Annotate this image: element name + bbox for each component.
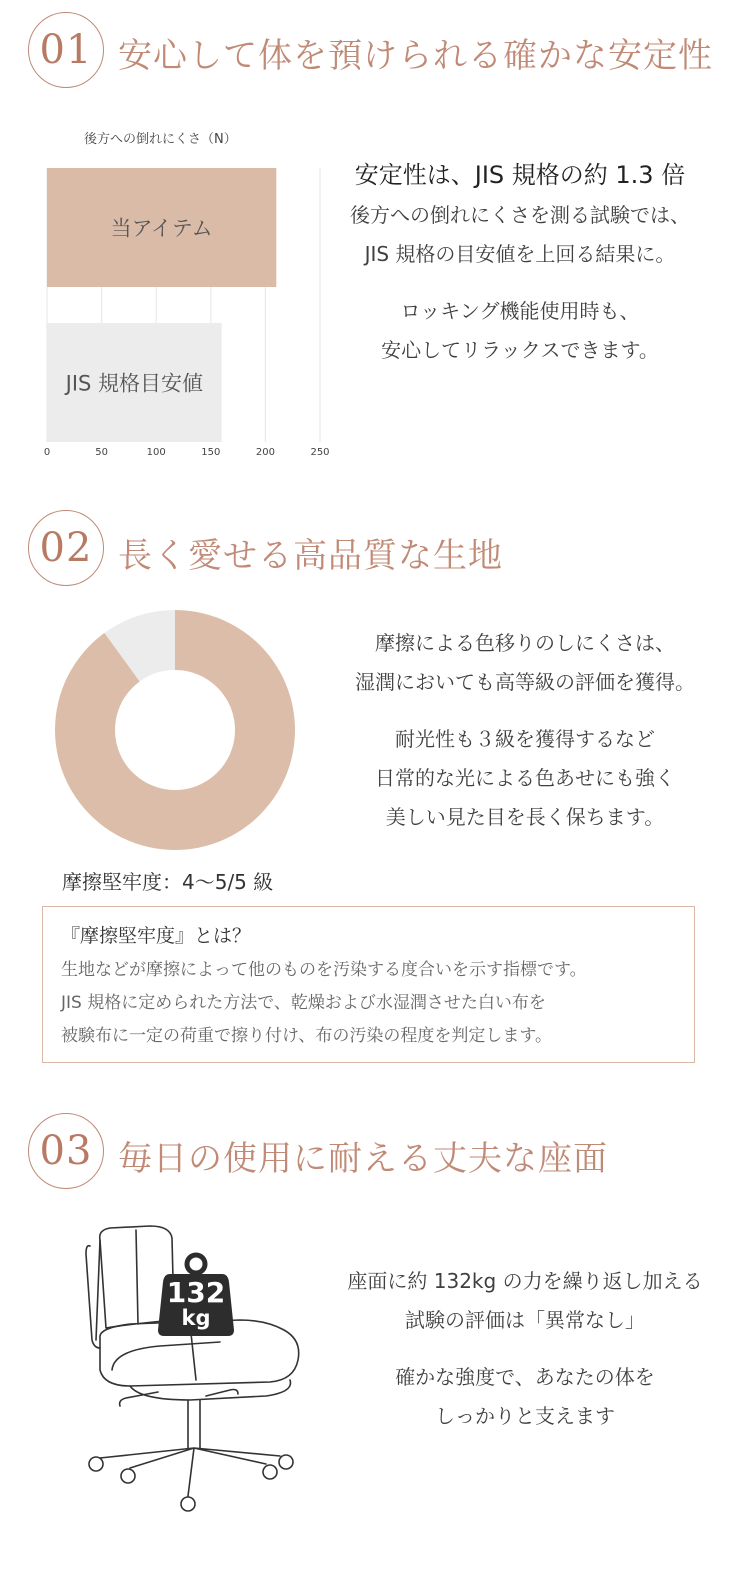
definition-title: 『摩擦堅牢度』とは？ [61,925,252,947]
section-2-line: 湿潤においても高等級の評価を獲得。 [355,670,695,694]
section-1-line: JIS 規格の目安値を上回る結果に。 [364,242,676,266]
bar-chart-title: 後方への倒れにくさ（N） [84,132,237,147]
section-3-line: しっかりと支えます [435,1404,615,1428]
x-tick-label: 250 [310,447,330,458]
section-3-line: 座面に約 132kg の力を繰り返し加える [347,1269,703,1293]
section-1-line: ロッキング機能使用時も、 [400,299,640,323]
definition-line: 生地などが摩擦によって他のものを汚染する度合いを示す指標です。 [61,960,587,980]
x-tick-label: 150 [201,447,221,458]
section-3-line: 確かな強度で、あなたの体を [395,1365,655,1389]
donut-label: 摩擦堅牢度：4〜5/5 級 [62,870,274,894]
section-2-text [330,624,720,837]
bar-chart [20,150,350,480]
section-3-text [330,1262,720,1436]
x-tick-label: 100 [146,447,166,458]
section-1-line: 安心してリラックスできます。 [381,338,659,362]
weight-icon [156,1252,236,1338]
x-tick-label: 0 [43,447,51,458]
bar-category-label: JIS 規格目安値 [65,371,204,396]
donut-chart [45,600,305,860]
definition-line: JIS 規格に定められた方法で、乾燥および水湿潤させた白い布を [61,993,546,1013]
definition-box [42,906,695,1063]
x-tick-label: 50 [95,447,108,458]
weight-number: 132 [166,1276,226,1309]
weight-unit: kg [181,1306,211,1330]
section-3-number: 03 [28,1113,104,1189]
section-2-number: 02 [28,510,104,586]
section-3-line: 試験の評価は「異常なし」 [405,1308,645,1332]
section-1-text [330,160,710,370]
bar-category-label: 当アイテム [110,216,213,241]
definition-line: 被験布に一定の荷重で擦り付け、布の汚染の程度を判定します。 [61,1026,552,1046]
section-1-number: 01 [28,12,104,88]
section-2-line: 耐光性も３級を獲得するなど [395,727,655,751]
section-2-line: 美しい見た目を長く保ちます。 [385,805,665,829]
section-1-line: 後方への倒れにくさを測る試験では、 [350,203,690,227]
section-2-line: 日常的な光による色あせにも強く [375,766,675,790]
x-tick-label: 200 [255,447,275,458]
section-1-title: 安心して体を預けられる確かな安定性 [118,36,713,76]
section-2-line: 摩擦による色移りのしにくさは、 [375,631,675,655]
section-1-heading: 安定性は、JIS 規格の約 1.3 倍 [354,161,686,189]
section-3-title: 毎日の使用に耐える丈夫な座面 [118,1139,608,1179]
section-2-title: 長く愛せる高品質な生地 [118,536,503,576]
